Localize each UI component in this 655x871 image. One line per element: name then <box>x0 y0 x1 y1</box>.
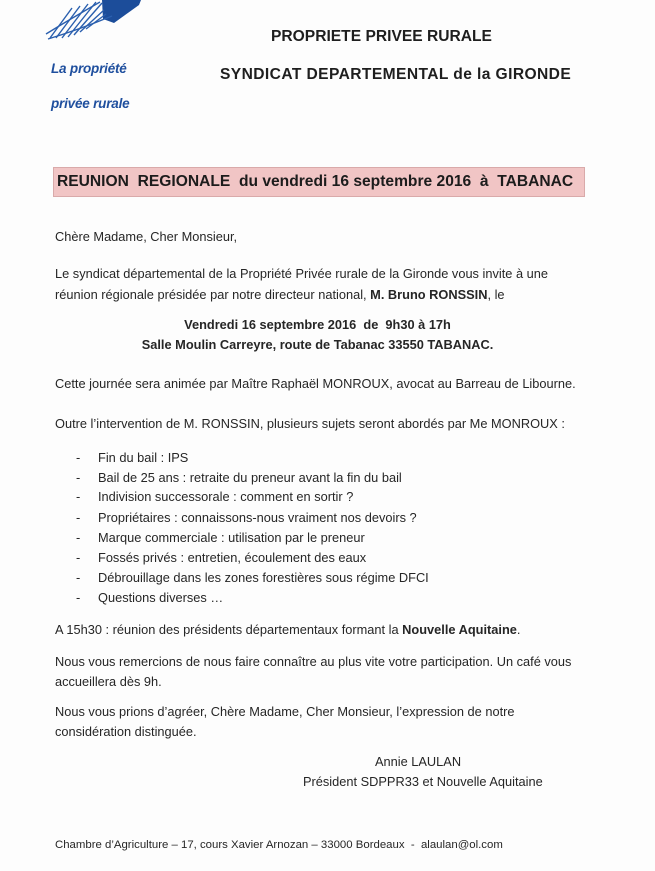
presidents-meeting-end: . <box>516 622 521 637</box>
closing-line-2: considération distinguée. <box>55 724 197 739</box>
logo-line-2: privée rurale <box>51 95 130 111</box>
presidents-meeting-start: A 15h30 : réunion des présidents départementaux formant la <box>55 622 403 637</box>
salutation: Chère Madame, Cher Monsieur, <box>55 229 238 244</box>
signatory-title: Président SDPPR33 et Nouvelle Aquitaine <box>303 774 543 789</box>
list-item <box>0 588 655 608</box>
list-marker: - <box>76 530 81 545</box>
list-marker: - <box>76 470 81 485</box>
list-item <box>0 468 655 488</box>
logo-hatching <box>46 2 112 39</box>
director-name: M. Bruno RONSSIN <box>370 287 488 302</box>
logo-wordmark <box>51 40 129 132</box>
closing-line-1: Nous vous prions d’agréer, Chère Madame, Cher Monsieur, l’expression de notre <box>55 704 515 719</box>
organization-name: PROPRIETE PRIVEE RURALE <box>271 28 492 45</box>
list-item <box>0 508 655 528</box>
list-item <box>0 448 655 468</box>
list-item <box>0 528 655 548</box>
speaker-line: Cette journée sera animée par Maître Raphaël MONROUX, avocat au Barreau de Libourne. <box>55 376 576 391</box>
footer-address: Chambre d’Agriculture – 17, cours Xavier Arnozan – 33000 Bordeaux - alaulan@ol.com <box>55 839 503 851</box>
title-highlight <box>53 167 585 197</box>
list-marker: - <box>76 510 81 525</box>
list-marker: - <box>76 590 81 605</box>
invitation-line-2-end: , le <box>487 287 505 302</box>
list-marker: - <box>76 550 81 565</box>
list-item-text: Questions diverses … <box>98 590 224 605</box>
list-marker: - <box>76 570 81 585</box>
list-item-text: Débrouillage dans les zones forestières sous régime DFCI <box>98 570 429 585</box>
list-item-text: Bail de 25 ans : retraite du preneur avant la fin du bail <box>98 470 402 485</box>
topics-intro: Outre l’intervention de M. RONSSIN, plusieurs sujets seront abordés par Me MONROUX : <box>55 416 565 431</box>
list-item-text: Indivision successorale : comment en sortir ? <box>98 489 354 504</box>
list-item-text: Fossés privés : entretien, écoulement des eaux <box>98 550 367 565</box>
list-item-text: Marque commerciale : utilisation par le preneur <box>98 530 365 545</box>
participation-line-1: Nous vous remercions de nous faire connaître au plus vite votre participation. Un café vous <box>55 654 572 669</box>
topics-list <box>0 448 655 608</box>
syndicate-name: SYNDICAT DEPARTEMENTAL de la GIRONDE <box>220 66 572 83</box>
list-marker: - <box>76 450 81 465</box>
event-date: Vendredi 16 septembre 2016 de 9h30 à 17h <box>184 317 451 332</box>
invitation-line-2-start: réunion régionale présidée par notre directeur national, <box>55 287 371 302</box>
list-item <box>0 568 655 588</box>
logo-line-1: La propriété <box>51 61 127 76</box>
list-item <box>0 487 655 507</box>
pen-nib-shape <box>102 0 141 23</box>
list-item-text: Fin du bail : IPS <box>98 450 189 465</box>
invitation-line-2 <box>55 285 505 305</box>
meeting-title: REUNION REGIONALE du vendredi 16 septembre 2016 à TABANAC <box>57 173 574 190</box>
list-marker: - <box>76 489 81 504</box>
event-venue: Salle Moulin Carreyre, route de Tabanac 33550 TABANAC. <box>141 337 494 352</box>
invitation-line-1: Le syndicat départemental de la Propriété Privée rurale de la Gironde vous invite à une <box>55 266 548 281</box>
pen-logo-icon <box>42 0 142 42</box>
list-item-text: Propriétaires : connaissons-nous vraiment nos devoirs ? <box>98 510 417 525</box>
region-name: Nouvelle Aquitaine <box>402 622 517 637</box>
participation-line-2: accueillera dès 9h. <box>55 674 162 689</box>
presidents-meeting <box>55 620 520 640</box>
list-item <box>0 548 655 568</box>
signatory-name: Annie LAULAN <box>375 754 462 769</box>
